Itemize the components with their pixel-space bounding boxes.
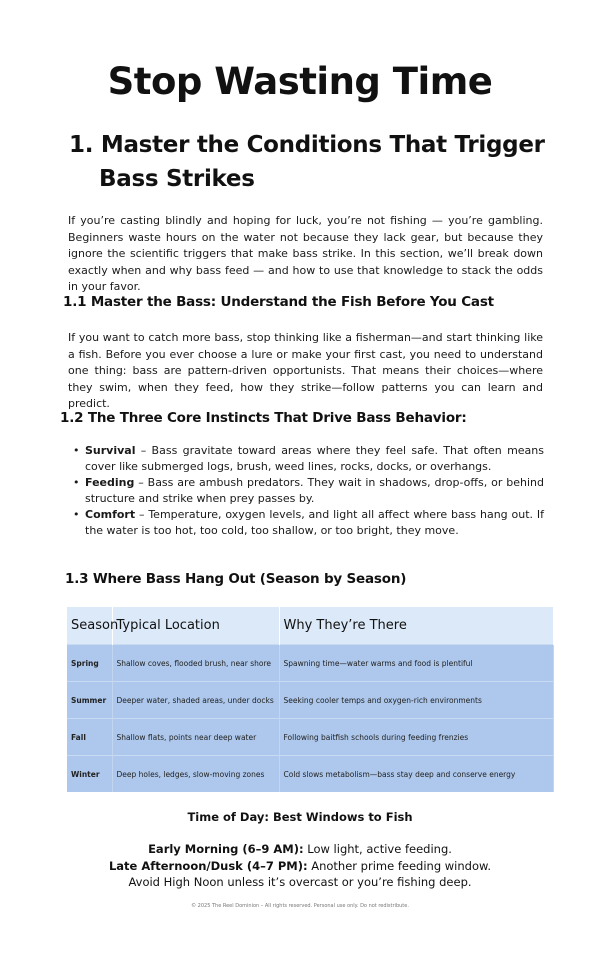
- section-1-1-heading: 1.1 Master the Bass: Understand the Fish Before You Cast: [63, 294, 494, 310]
- location-cell: Shallow coves, flooded brush, near shore: [112, 645, 279, 682]
- section-1-1-body: If you want to catch more bass, stop thinking like a fisherman—and start thinking like a fish. Before you ever choose a lure or make your first cast, you need to understand one thing: bass are pattern-driven opportunists. That means their choices—where they swim, when they feed, how they strike—follow patterns you can learn and predict.: [68, 331, 543, 410]
- season-cell: Spring: [67, 645, 112, 682]
- bullet-icon: •: [73, 508, 80, 521]
- header-season: Season: [67, 607, 112, 645]
- list-item: [68, 475, 544, 507]
- bullet-term: Comfort: [85, 508, 136, 521]
- section-1-2-heading: 1.2 The Three Core Instincts That Drive Bass Behavior:: [60, 410, 467, 426]
- reason-cell: Following baitfish schools during feeding frenzies: [279, 719, 554, 756]
- late-afternoon-label: Late Afternoon/Dusk (4–7 PM):: [108, 858, 308, 873]
- page-title: Stop Wasting Time: [107, 60, 493, 103]
- list-item: [68, 507, 544, 539]
- location-cell: Deep holes, ledges, slow-moving zones: [112, 756, 279, 793]
- section-1-heading-line2: Bass Strikes: [99, 166, 255, 192]
- section-1-heading: [69, 128, 549, 196]
- seasons-table: [67, 607, 554, 792]
- instincts-list: [68, 443, 544, 539]
- location-cell: Shallow flats, points near deep water: [112, 719, 279, 756]
- season-cell: Summer: [67, 682, 112, 719]
- reason-cell: Seeking cooler temps and oxygen-rich environments: [279, 682, 554, 719]
- season-cell: Fall: [67, 719, 112, 756]
- bullet-term: Feeding: [85, 476, 135, 489]
- section-1-heading-line1: Master the Conditions That Trigger: [100, 132, 545, 158]
- table-row: [67, 756, 554, 793]
- season-cell: Winter: [67, 756, 112, 793]
- reason-cell: Cold slows metabolism—bass stay deep and conserve energy: [279, 756, 554, 793]
- bullet-text: – Temperature, oxygen levels, and light all affect where bass hang out. If the water is too hot, too cold, too shallow, or too bright, they move.: [85, 508, 544, 537]
- table-header-row: [67, 607, 554, 645]
- bullet-icon: •: [73, 444, 80, 457]
- section-1-3-heading: 1.3 Where Bass Hang Out (Season by Season): [65, 571, 407, 587]
- bullet-term: Survival: [85, 444, 136, 457]
- table-row: [67, 682, 554, 719]
- bullet-text: – Bass gravitate toward areas where they feel safe. That often means cover like submerged logs, brush, weed lines, rocks, docks, or overhangs.: [85, 444, 544, 473]
- reason-cell: Spawning time—water warms and food is plentiful: [279, 645, 554, 682]
- early-morning-text: Low light, active feeding.: [303, 842, 452, 856]
- copyright-footer: © 2025 The Reel Dominion – All rights reserved. Personal use only. Do not redistribute.: [191, 903, 409, 909]
- avoid-noon-line: Avoid High Noon unless it’s overcast or you’re fishing deep.: [128, 875, 472, 889]
- table-row: [67, 719, 554, 756]
- bullet-text: – Bass are ambush predators. They wait in shadows, drop-offs, or behind structure and strike when prey passes by.: [85, 476, 544, 505]
- early-morning-line: [0, 841, 600, 858]
- section-1-intro: If you’re casting blindly and hoping for luck, you’re not fishing — you’re gambling. Beginners waste hours on the water not because they lack gear, but because they ignore the scientific triggers that make bass strike. In this section, we’ll break down exactly when and why bass feed — and how to use that knowledge to stack the odds in your favor.: [68, 214, 543, 293]
- time-of-day-windows: [0, 841, 600, 891]
- section-1-number: 1.: [69, 132, 94, 158]
- location-cell: Deeper water, shaded areas, under docks: [112, 682, 279, 719]
- header-typical-location: Typical Location: [112, 607, 279, 645]
- header-why-theyre-there: Why They’re There: [279, 607, 554, 645]
- early-morning-label: Early Morning (6–9 AM):: [148, 842, 304, 856]
- list-item: [68, 443, 544, 475]
- late-afternoon-text: Another prime feeding window.: [307, 858, 492, 873]
- late-afternoon-line: [0, 858, 600, 875]
- table-row: [67, 645, 554, 682]
- bullet-icon: •: [73, 476, 80, 489]
- time-of-day-title: Time of Day: Best Windows to Fish: [187, 810, 413, 824]
